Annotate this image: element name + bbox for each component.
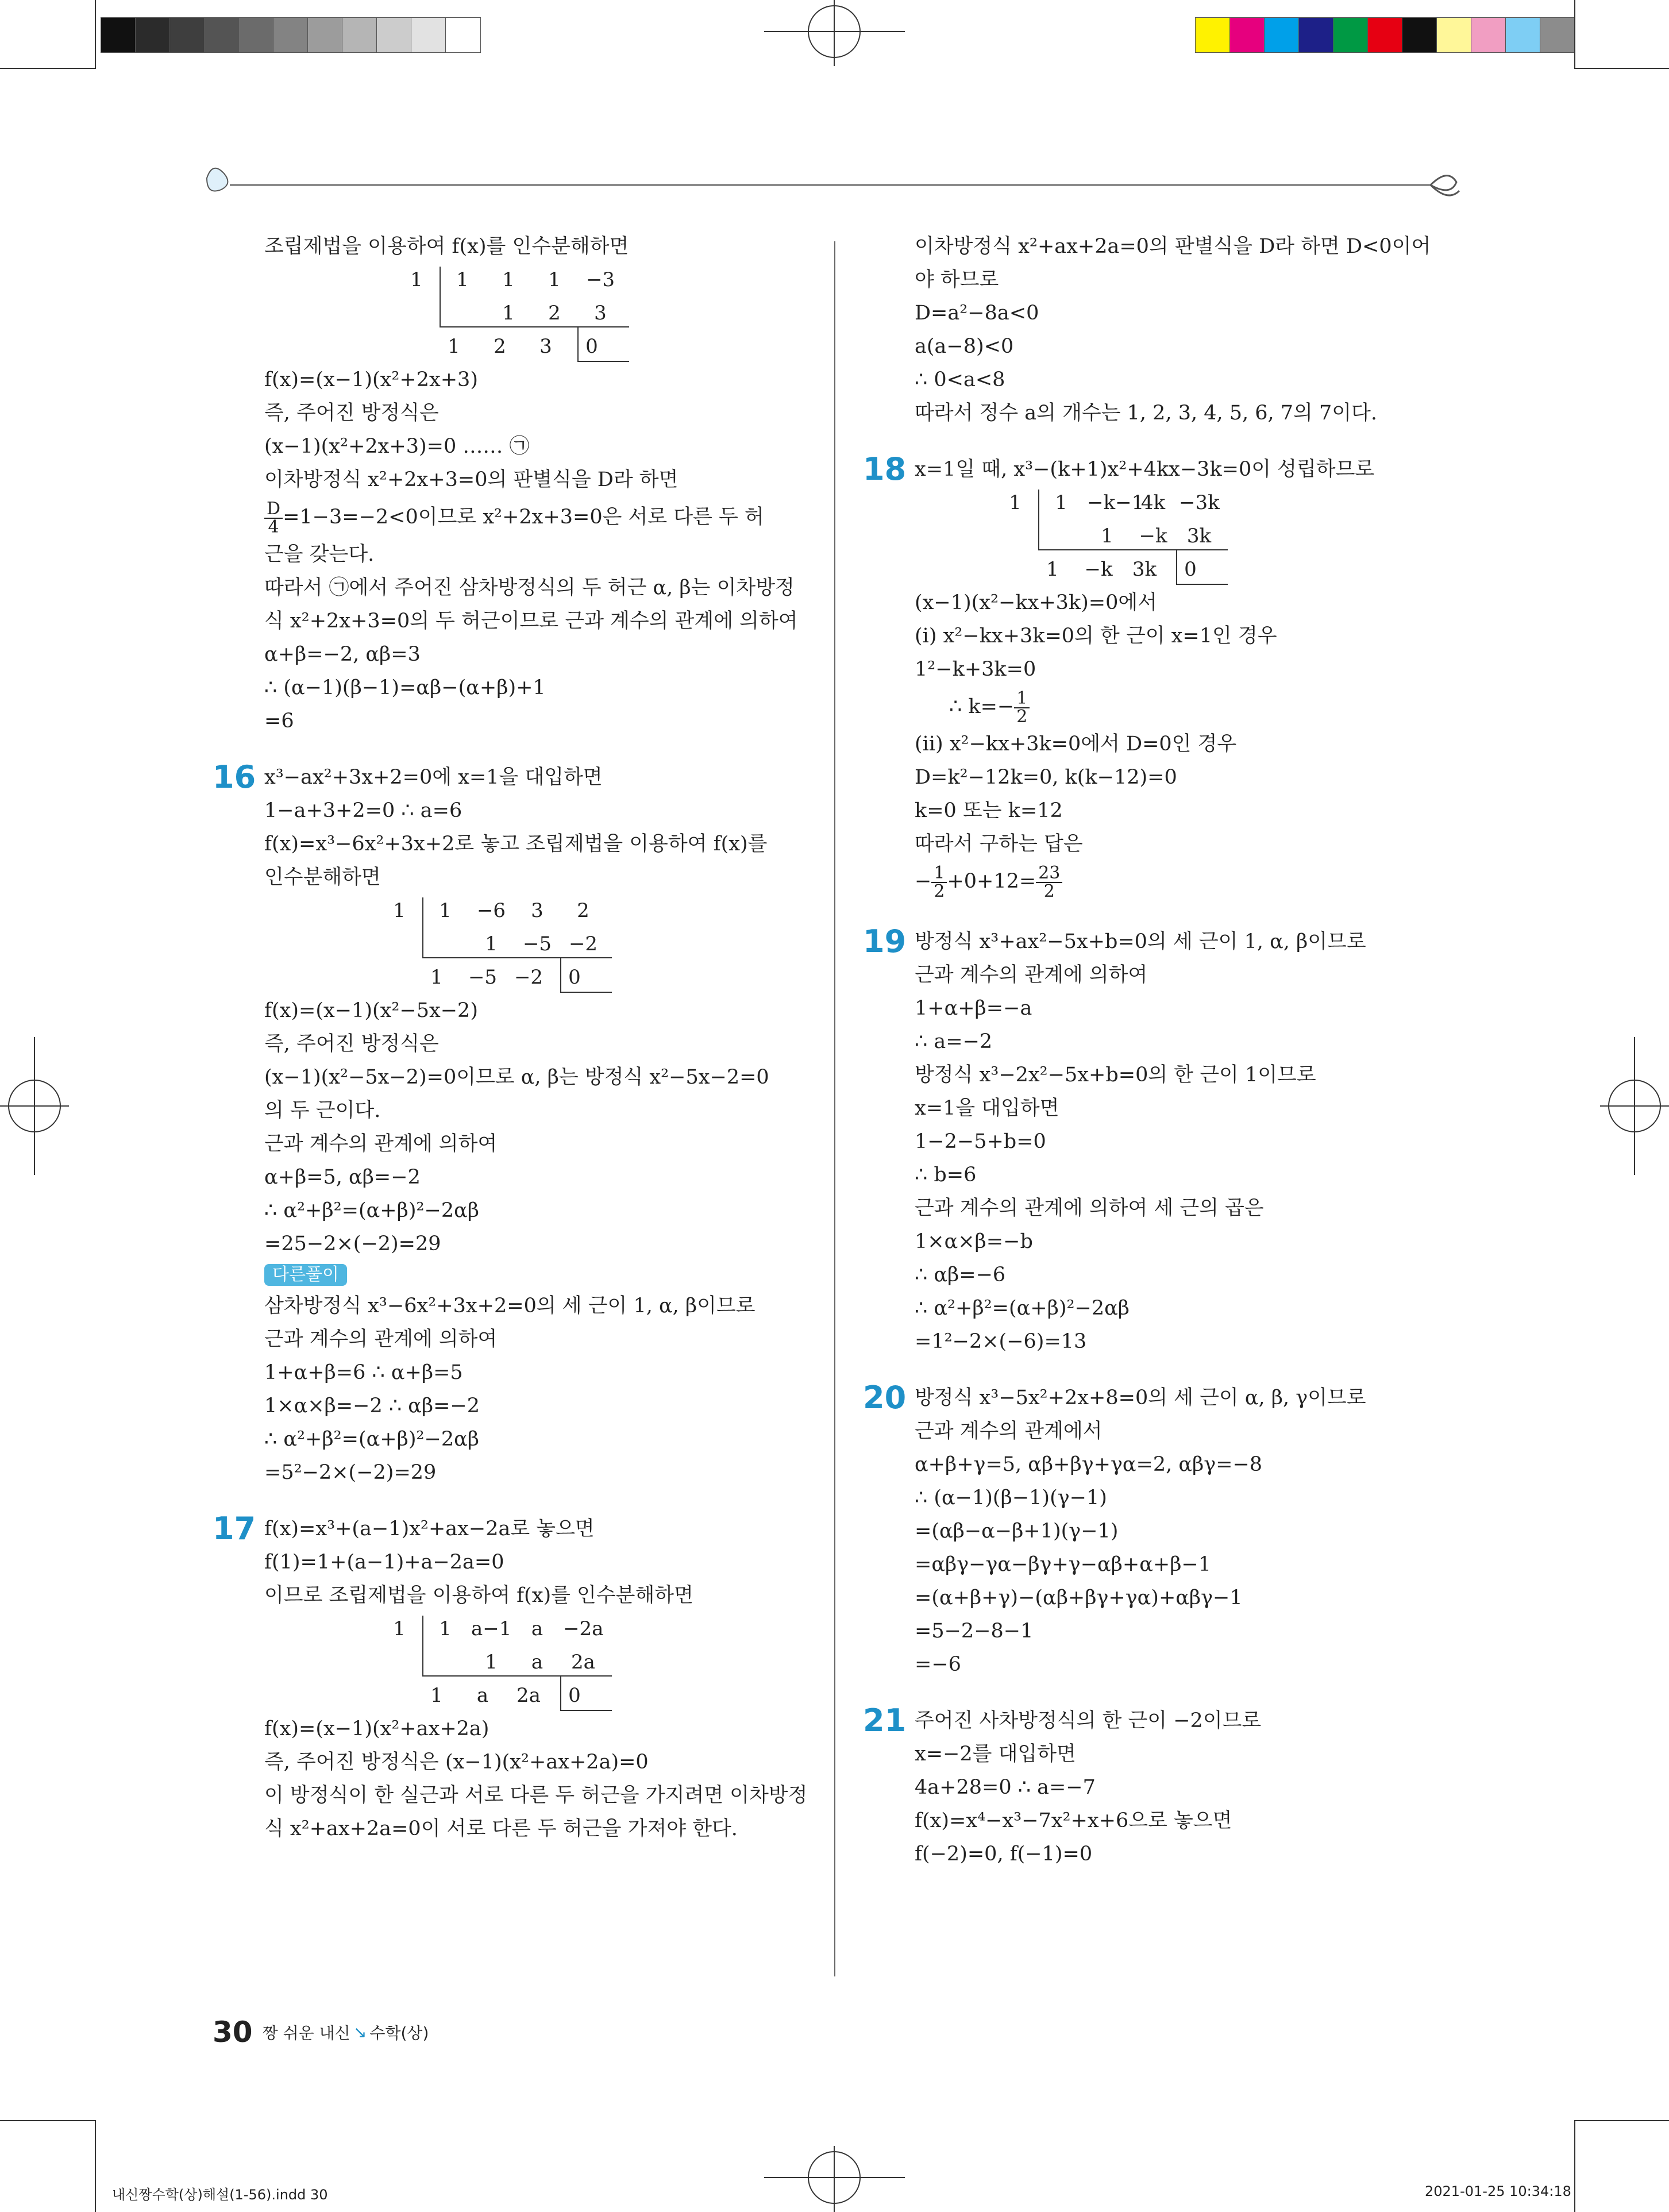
text-line: ∴ α²+β²=(α+β)²−2αβ [915, 1297, 1130, 1320]
table-cell: 0 [568, 966, 581, 989]
text-line: α+β+γ=5, αβ+βγ+γα=2, αβγ=−8 [915, 1453, 1263, 1476]
table-cell: 2 [494, 335, 506, 358]
table-cell: 1 [1009, 491, 1022, 514]
text-line: =5−2−8−1 [915, 1620, 1034, 1643]
problem-number: 19 [863, 923, 907, 959]
text-line: 1−a+3+2=0 ∴ a=6 [264, 799, 462, 822]
text-line: ∴ (α−1)(β−1)(γ−1) [915, 1486, 1107, 1509]
problem-17 [213, 1510, 808, 1845]
table-vertical-rule [1038, 490, 1039, 549]
text-line: 근과 계수의 관계에 의하여 [915, 964, 1148, 986]
answer-line: − $\frac{1}{2}$ +0+12= $\frac{23}{2}$ [915, 861, 1466, 902]
arrow-icon: ↘ [353, 2022, 367, 2042]
text-line: 즉, 주어진 방정식은 (x−1)(x²+ax+2a)=0 [264, 1751, 649, 1774]
text-line: 근과 계수의 관계에서 [915, 1420, 1103, 1443]
table-cell: 2 [577, 899, 589, 922]
text-line: 식 x²+ax+2a=0이 서로 다른 두 허근을 가져야 한다. [264, 1817, 738, 1840]
table-cell: 1 [439, 899, 452, 922]
text-line: 1+α+β=−a [915, 997, 1032, 1020]
text-line: 1+α+β=6 ∴ α+β=5 [264, 1361, 463, 1384]
fraction-answer: $\frac{23}{2}$ [1036, 865, 1062, 900]
remainder-box-left [1176, 550, 1177, 585]
table-cell: 0 [568, 1684, 581, 1707]
problem-19 [863, 923, 1466, 1358]
problem-21 [863, 1702, 1466, 1871]
table-cell: −5 [522, 932, 552, 955]
text-line: =25−2×(−2)=29 [264, 1232, 441, 1255]
text-line: 근을 갖는다. [264, 543, 375, 566]
table-cell: a−1 [471, 1617, 512, 1640]
text-line: 식 x²+2x+3=0의 두 허근이므로 근과 계수의 관계에 의하여 [264, 610, 798, 633]
text-line: =6 [264, 710, 294, 733]
table-cell: −3 [585, 268, 615, 291]
table-cell: −3k [1179, 491, 1220, 514]
table-cell: −5 [468, 966, 498, 989]
table-horizontal-rule [422, 1675, 612, 1677]
text-line: 근과 계수의 관계에 의하여 [264, 1132, 498, 1155]
text-line: 방정식 x³−5x²+2x+8=0의 세 근이 α, β, γ이므로 [915, 1386, 1366, 1409]
table-cell: a [531, 1617, 544, 1640]
text-line: 1²−k+3k=0 [915, 658, 1036, 681]
table-horizontal-rule [422, 957, 612, 958]
fraction-one-half: $\frac{1}{2}$ [931, 865, 947, 900]
table-cell: −k [1084, 558, 1113, 581]
remainder-box-bottom [560, 1710, 612, 1711]
text-line: 1×α×β=−2 ∴ αβ=−2 [264, 1394, 480, 1417]
text-line: α+β=5, αβ=−2 [264, 1166, 421, 1189]
table-cell: 0 [585, 335, 598, 358]
right-column [863, 230, 1466, 1871]
table-cell: 2 [548, 302, 561, 325]
table-cell: 1 [448, 335, 460, 358]
text-line: (ⅰ) x²−kx+3k=0의 한 근이 x=1인 경우 [915, 625, 1277, 648]
text-line: 즉, 주어진 방정식은 [264, 1032, 439, 1055]
text-line: f(x)=x³−6x²+3x+2로 놓고 조립제법을 이용하여 f(x)를 [264, 833, 768, 855]
table-cell: −k−1 [1087, 491, 1144, 514]
table-cell: 1 [1101, 525, 1113, 548]
book-title: 짱 쉬운 내신 [262, 2024, 350, 2043]
problem-number: 20 [863, 1379, 907, 1416]
table-vertical-rule [422, 1616, 423, 1675]
table-vertical-rule [440, 267, 441, 326]
text-line: x=1을 대입하면 [915, 1097, 1059, 1120]
table-cell: 1 [393, 1617, 406, 1640]
table-cell: 1 [502, 268, 515, 291]
text-line: (x−1)(x²+2x+3)=0 …… ㉠ [264, 435, 530, 458]
text-line: (x−1)(x²−kx+3k)=0에서 [915, 591, 1158, 614]
table-cell: −2 [568, 932, 598, 955]
text-line: 4a+28=0 ∴ a=−7 [915, 1776, 1096, 1799]
text-line: ∴ 0<a<8 [915, 368, 1005, 391]
text-line: =5²−2×(−2)=29 [264, 1461, 437, 1484]
synthetic-division-table-17 [393, 1612, 804, 1712]
text-line: ∴ a=−2 [915, 1030, 993, 1053]
text-line: 이차방정식 x²+2x+3=0의 판별식을 D라 하면 [264, 468, 679, 491]
header-ribbon-rule [195, 155, 1477, 201]
text-line: 주어진 사차방정식의 한 근이 −2이므로 [915, 1709, 1262, 1732]
problem-18 [863, 451, 1466, 902]
table-cell: 1 [1046, 558, 1059, 581]
text-line: 인수분해하면 [264, 866, 381, 889]
problem-number: 21 [863, 1702, 907, 1739]
text-line: 따라서 정수 a의 개수는 1, 2, 3, 4, 5, 6, 7의 7이다. [915, 402, 1377, 425]
remainder-box-left [577, 327, 579, 362]
text-line: 따라서 구하는 답은 [915, 833, 1083, 855]
text-line: 의 두 근이다. [264, 1099, 381, 1122]
text-line: f(x)=(x−1)(x²−5x−2) [264, 999, 478, 1022]
table-cell: 1 [485, 932, 498, 955]
text-line: =αβγ−γα−βγ+γ−αβ+α+β−1 [915, 1553, 1212, 1576]
table-cell: 1 [485, 1651, 498, 1674]
table-cell: 3 [539, 335, 552, 358]
page-footer [213, 2016, 429, 2049]
table-cell: 3k [1132, 558, 1157, 581]
text-line: 삼차방정식 x³−6x²+3x+2=0의 세 근이 1, α, β이므로 [264, 1294, 756, 1317]
table-cell: a [476, 1684, 489, 1707]
table-cell: −2a [563, 1617, 604, 1640]
text-line: =1²−2×(−6)=13 [915, 1330, 1087, 1353]
text-line: x³−ax²+3x+2=0에 x=1을 대입하면 [264, 766, 603, 789]
text-line: 즉, 주어진 방정식은 [264, 402, 439, 425]
table-cell: 1 [548, 268, 561, 291]
text-line: D=k²−12k=0, k(k−12)=0 [915, 766, 1177, 789]
table-cell: −6 [476, 899, 506, 922]
table-cell: 1 [430, 966, 443, 989]
table-cell: −2 [514, 966, 544, 989]
table-cell: 3 [594, 302, 607, 325]
text-line: α+β=−2, αβ=3 [264, 643, 421, 666]
column-divider [834, 241, 835, 1976]
text-line: f(x)=x³+(a−1)x²+ax−2a로 놓으면 [264, 1517, 595, 1540]
table-cell: 0 [1184, 558, 1197, 581]
table-cell: 2a [516, 1684, 541, 1707]
file-slug: 내신짱수학(상)해설(1-56).indd 30 [112, 2187, 328, 2203]
text-line: (x−1)(x²−5x−2)=0이므로 α, β는 방정식 x²−5x−2=0 [264, 1066, 769, 1089]
text-line: 근과 계수의 관계에 의하여 [264, 1328, 498, 1351]
text-line: f(−2)=0, f(−1)=0 [915, 1843, 1093, 1866]
text-line: =−6 [915, 1653, 961, 1676]
left-column [213, 230, 808, 1845]
table-cell: 4k [1140, 491, 1166, 514]
synthetic-division-table-1 [410, 263, 804, 363]
table-horizontal-rule [440, 326, 629, 327]
text-line: 방정식 x³−2x²−5x+b=0의 한 근이 1이므로 [915, 1063, 1316, 1086]
table-cell: 1 [430, 1684, 443, 1707]
text-line: 이므로 조립제법을 이용하여 f(x)를 인수분해하면 [264, 1584, 693, 1607]
problem-20 [863, 1379, 1466, 1681]
synthetic-division-table-16 [393, 894, 804, 994]
text-line: x=1일 때, x³−(k+1)x²+4kx−3k=0이 성립하므로 [915, 458, 1375, 481]
intro-text: 조립제법을 이용하여 f(x)를 인수분해하면 [264, 235, 629, 258]
text-line: x=−2를 대입하면 [915, 1743, 1076, 1766]
text-line: =(αβ−α−β+1)(γ−1) [915, 1520, 1119, 1543]
text-line: 이 방정식이 한 실근과 서로 다른 두 허근을 가지려면 이차방정 [264, 1784, 808, 1807]
text-line: ∴ α²+β²=(α+β)²−2αβ [264, 1199, 479, 1222]
text-line: ∴ αβ=−6 [915, 1263, 1006, 1286]
text-line: (ⅱ) x²−kx+3k=0에서 D=0인 경우 [915, 733, 1237, 756]
text-line: f(1)=1+(a−1)+a−2a=0 [264, 1551, 504, 1574]
table-cell: −k [1139, 525, 1167, 548]
synthetic-division-table-18 [1009, 486, 1466, 586]
table-cell: 3k [1186, 525, 1212, 548]
remainder-box-bottom [577, 361, 629, 362]
k-solution-line: ∴ k=− $\frac{1}{2}$ [915, 686, 1466, 727]
table-cell: 1 [439, 1617, 452, 1640]
table-cell: a [531, 1651, 544, 1674]
fraction-d-over-4: $\frac{D}{4}$ [264, 500, 283, 536]
fraction-one-half: $\frac{1}{2}$ [1014, 690, 1030, 726]
text-line: f(x)=(x−1)(x²+ax+2a) [264, 1717, 489, 1740]
page-number: 30 [213, 2016, 253, 2049]
table-cell: 1 [410, 268, 423, 291]
table-cell: 1 [393, 899, 406, 922]
problem-number: 18 [863, 451, 907, 487]
table-cell: 2a [571, 1651, 595, 1674]
table-cell: 1 [456, 268, 469, 291]
text-line: 근과 계수의 관계에 의하여 세 근의 곱은 [915, 1197, 1264, 1220]
problem-number: 17 [213, 1510, 256, 1547]
remainder-box-bottom [560, 992, 612, 993]
text-line: =(α+β+γ)−(αβ+βγ+γα)+αβγ−1 [915, 1586, 1243, 1609]
text-line: 1−2−5+b=0 [915, 1130, 1046, 1153]
text-line: f(x)=x⁴−x³−7x²+x+6으로 놓으면 [915, 1809, 1232, 1832]
subject-name: 수학(상) [369, 2024, 429, 2043]
text-line: ∴ (α−1)(β−1)=αβ−(α+β)+1 [264, 676, 546, 699]
text-line: 방정식 x³+ax²−5x+b=0의 세 근이 1, α, β이므로 [915, 930, 1366, 953]
text-line: f(x)=(x−1)(x²+2x+3) [264, 368, 478, 391]
table-cell: 1 [1055, 491, 1067, 514]
text-line: 1×α×β=−b [915, 1230, 1033, 1253]
text-line: a(a−8)<0 [915, 335, 1014, 358]
table-cell: 1 [502, 302, 515, 325]
remainder-box-bottom [1176, 584, 1228, 585]
text-line: ∴ α²+β²=(α+β)²−2αβ [264, 1428, 479, 1451]
problem-16 [213, 759, 804, 1489]
fraction-line: $\frac{D}{4}$ =1−3=−2<0이므로 x²+2x+3=0은 서로 다른 두 허 [264, 496, 804, 538]
remainder-box-left [560, 958, 561, 993]
problem-number: 16 [213, 759, 256, 795]
text-line: 야 하므로 [915, 268, 999, 291]
table-vertical-rule [422, 897, 423, 957]
print-timestamp: 2021-01-25 10:34:18 [1425, 2183, 1571, 2199]
text-line: 따라서 ㉠에서 주어진 삼차방정식의 두 허근 α, β는 이차방정 [264, 576, 795, 599]
text-line: D=a²−8a<0 [915, 302, 1039, 325]
table-cell: 3 [531, 899, 544, 922]
remainder-box-left [560, 1677, 561, 1711]
alternate-solution-badge: 다른풀이 [264, 1264, 347, 1286]
table-horizontal-rule [1038, 549, 1228, 550]
text-line: 이차방정식 x²+ax+2a=0의 판별식을 D라 하면 D<0이어 [915, 235, 1431, 258]
text-line: ∴ b=6 [915, 1163, 977, 1186]
text-line: k=0 또는 k=12 [915, 799, 1063, 822]
